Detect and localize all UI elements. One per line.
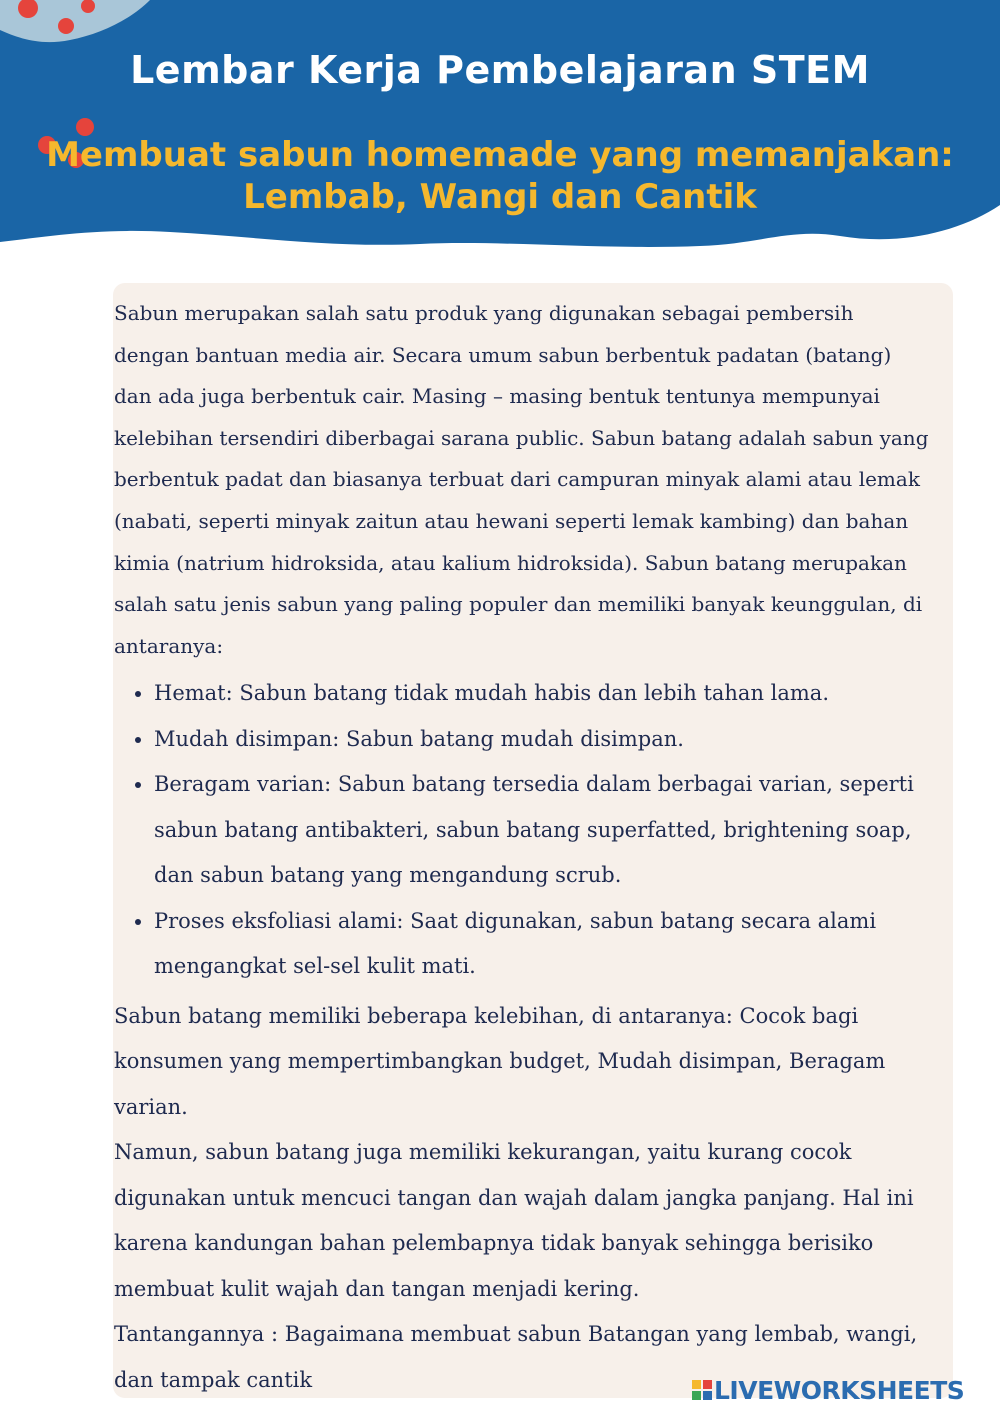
header-banner [0, 0, 1000, 260]
worksheet-subtitle: Membuat sabun homemade yang memanjakan: Lembab, Wangi dan Cantik [46, 135, 954, 217]
advantages-paragraph: Sabun batang memiliki beberapa kelebihan, di antaranya: Cocok bagi konsumen yang mempertimbangkan budget, Mudah disimpan, Beragam varian. [114, 1003, 886, 1119]
list-item: • Beragam varian: Sabun batang tersedia dalam berbagai varian, seperti sabun batang antibakteri, sabun batang superfatted, brightening soap, dan sabun batang yang mengandung scrub. [154, 762, 934, 899]
content-body [114, 293, 934, 1403]
challenge-paragraph: Tantangannya : Bagaimana membuat sabun Batangan yang lembab, wangi, dan tampak cantik [114, 1322, 918, 1392]
intro-paragraph: Sabun merupakan salah satu produk yang digunakan sebagai pembersih dengan bantuan media air. Secara umum sabun berbentuk padatan (batang) dan ada juga berbentuk cair. Masing – masing bentuk tentunya mempunyai kelebihan tersendiri diberbagai sarana public. Sabun batang adalah sabun yang berbentuk padat dan biasanya terbuat dari campuran minyak alami atau lemak (nabati, seperti minyak zaitun atau hewani seperti lemak kambing) dan bahan kimia (natrium hidroksida, atau kalium hidroksida). Sabun batang merupakan salah satu jenis sabun yang paling populer dan memiliki banyak keunggulan, di antaranya: [114, 301, 929, 658]
advantages-list [114, 671, 934, 990]
drawbacks-paragraph: Namun, sabun batang juga memiliki kekurangan, yaitu kurang cocok digunakan untuk mencuci tangan dan wajah dalam jangka panjang. Hal ini karena kandungan bahan pelembapnya tidak banyak sehingga berisiko membuat kulit wajah dan tangan menjadi kering. [114, 1140, 914, 1301]
decor-dot [58, 18, 74, 34]
worksheet-title: Lembar Kerja Pembelajaran STEM [130, 48, 870, 92]
brand-name: LIVEWORKSHEETS [714, 1375, 965, 1405]
liveworksheets-logo-icon [692, 1380, 712, 1400]
list-item: • Proses eksfoliasi alami: Saat digunakan, sabun batang secara alami mengangkat sel-sel kulit mati. [154, 899, 934, 990]
list-item: • Mudah disimpan: Sabun batang mudah disimpan. [154, 717, 934, 763]
liveworksheets-brand[interactable] [692, 1377, 964, 1403]
list-item: • Hemat: Sabun batang tidak mudah habis dan lebih tahan lama. [154, 671, 934, 717]
